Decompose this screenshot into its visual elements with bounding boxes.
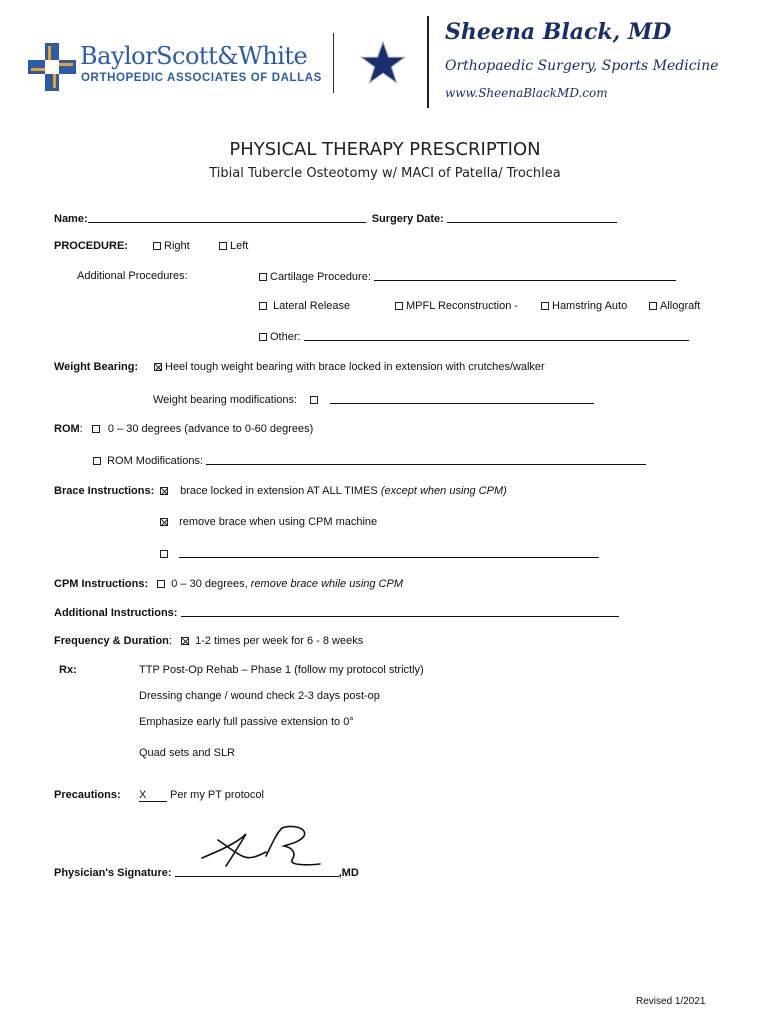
frequency-row	[54, 635, 363, 647]
frequency-colon: :	[168, 635, 172, 647]
cpm-row	[54, 578, 403, 590]
hamstring-checkbox[interactable]	[541, 302, 549, 310]
logo-wordmark: BaylorScott&White	[80, 42, 308, 70]
frequency-checkbox[interactable]	[181, 637, 189, 645]
mpfl-checkbox[interactable]	[395, 302, 403, 310]
header-divider-left	[333, 33, 334, 93]
signature-label: Physician's Signature:	[54, 867, 172, 879]
wb-modifications-row	[153, 393, 594, 406]
right-checkbox[interactable]	[153, 242, 161, 250]
brace-option-3[interactable]	[160, 547, 599, 560]
frequency-text: 1-2 times per week for 6 - 8 weeks	[195, 635, 364, 647]
lateral-release-label: Lateral Release	[273, 300, 351, 312]
additional-instructions-row	[54, 606, 619, 619]
brace-option-2[interactable]	[160, 516, 377, 528]
rx-label: Rx:	[59, 664, 77, 676]
brace-option-1[interactable]	[160, 485, 507, 497]
header-divider-right	[427, 16, 429, 108]
mpfl-label: MPFL Reconstruction -	[406, 300, 519, 312]
lateral-release-checkbox[interactable]	[259, 302, 267, 310]
cpm-text: 0 – 30 degrees,	[171, 578, 248, 590]
rom-modifications-row	[93, 454, 646, 467]
wb-modifications-label: Weight bearing modifications:	[153, 394, 298, 406]
doctor-website[interactable]: www.SheenaBlackMD.com	[445, 86, 608, 100]
weight-bearing-checkbox[interactable]	[154, 363, 162, 371]
weight-bearing-label: Weight Bearing:	[54, 361, 139, 373]
brace-1-text: brace locked in extension AT ALL TIMES	[180, 485, 378, 497]
mpfl-option[interactable]	[395, 300, 518, 312]
left-checkbox[interactable]	[219, 242, 227, 250]
procedure-label: PROCEDURE:	[54, 240, 128, 252]
allograft-checkbox[interactable]	[649, 302, 657, 310]
logo-subtitle: ORTHOPEDIC ASSOCIATES OF DALLAS	[81, 72, 322, 84]
rx-item: TTP Post-Op Rehab – Phase 1 (follow my protocol strictly)	[139, 664, 424, 676]
brace-2-text: remove brace when using CPM machine	[179, 516, 378, 528]
other-field[interactable]	[304, 330, 689, 341]
signature-suffix: ,MD	[338, 867, 359, 879]
allograft-label: Allograft	[660, 300, 701, 312]
rom-colon: :	[79, 423, 83, 435]
wb-modifications-field[interactable]	[330, 393, 594, 404]
precautions-label: Precautions:	[54, 789, 121, 801]
cartilage-label: Cartilage Procedure:	[270, 271, 371, 283]
brace-label: Brace Instructions:	[54, 485, 155, 497]
cartilage-checkbox[interactable]	[259, 273, 267, 281]
signature-field[interactable]	[175, 866, 339, 877]
rx-item: Quad sets and SLR	[139, 747, 236, 759]
signature-row	[54, 866, 359, 879]
rom-modifications-label: ROM Modifications:	[107, 455, 204, 467]
brace-1-checkbox[interactable]	[160, 487, 168, 495]
procedure-left-option[interactable]	[219, 240, 248, 252]
baylor-cross-logo-icon	[28, 43, 76, 91]
allograft-option[interactable]	[649, 300, 700, 312]
rx-item: Dressing change / wound check 2-3 days post-op	[139, 690, 380, 702]
brace-3-checkbox[interactable]	[160, 550, 168, 558]
other-option[interactable]	[259, 330, 689, 343]
weight-bearing-option[interactable]	[154, 361, 545, 373]
rom-label: ROM	[54, 423, 80, 435]
rom-row	[54, 423, 313, 435]
left-label: Left	[230, 240, 249, 252]
other-label: Other:	[270, 331, 301, 343]
doctor-specialty: Orthopaedic Surgery, Sports Medicine	[445, 58, 719, 74]
surgery-date-field[interactable]	[447, 212, 617, 223]
brace-3-field[interactable]	[179, 547, 599, 558]
rom-modifications-checkbox[interactable]	[93, 457, 101, 465]
lateral-release-option[interactable]	[259, 300, 350, 312]
brace-2-checkbox[interactable]	[160, 518, 168, 526]
rom-modifications-field[interactable]	[206, 454, 646, 465]
brace-1-italic: (except when using CPM)	[380, 485, 507, 497]
name-field[interactable]	[88, 212, 366, 223]
physician-signature-image	[196, 822, 326, 872]
star-logo-icon	[356, 36, 410, 90]
doctor-name: Sheena Black, MD	[445, 19, 672, 45]
form-title: PHYSICAL THERAPY PRESCRIPTION	[229, 139, 541, 160]
weight-bearing-text: Heel tough weight bearing with brace locked in extension with crutches/walker	[165, 361, 545, 373]
name-label: Name:	[54, 213, 88, 225]
surgery-date-label: Surgery Date:	[371, 213, 444, 225]
cpm-label: CPM Instructions:	[54, 578, 149, 590]
right-label: Right	[164, 240, 190, 252]
rx-item: Emphasize early full passive extension to 0°	[139, 716, 354, 728]
cpm-checkbox[interactable]	[157, 580, 165, 588]
procedure-right-option[interactable]	[153, 240, 190, 252]
cartilage-option[interactable]	[259, 270, 676, 283]
cartilage-field[interactable]	[374, 270, 676, 281]
precautions-text: Per my PT protocol	[170, 789, 264, 801]
form-subtitle: Tibial Tubercle Osteotomy w/ MACI of Patella/ Trochlea	[209, 166, 561, 181]
frequency-label: Frequency & Duration	[54, 635, 169, 647]
hamstring-option[interactable]	[541, 300, 627, 312]
additional-instructions-field[interactable]	[181, 606, 619, 617]
name-row	[54, 212, 617, 225]
precautions-mark[interactable]: X	[139, 789, 167, 802]
hamstring-label: Hamstring Auto	[552, 300, 628, 312]
additional-instructions-label: Additional Instructions:	[54, 607, 178, 619]
revised-date: Revised 1/2021	[636, 996, 706, 1007]
rom-checkbox[interactable]	[92, 425, 100, 433]
wb-modifications-checkbox[interactable]	[310, 396, 318, 404]
other-checkbox[interactable]	[259, 333, 267, 341]
cpm-italic: remove brace while using CPM	[250, 578, 403, 590]
rom-text: 0 – 30 degrees (advance to 0-60 degrees)	[107, 423, 314, 435]
additional-procedures-label: Additional Procedures:	[77, 270, 188, 282]
